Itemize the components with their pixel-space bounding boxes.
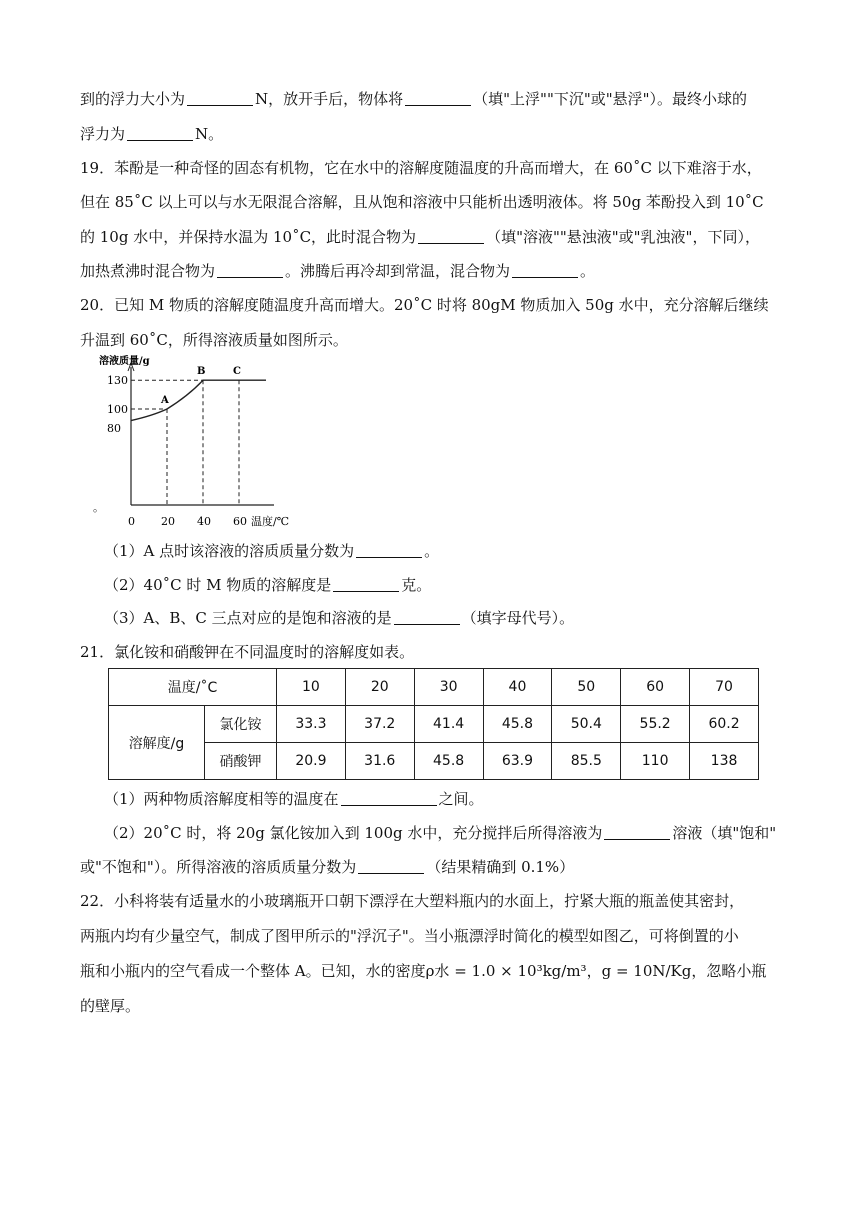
series-line (131, 380, 266, 420)
table-cell: 37.2 (345, 706, 414, 743)
header-cell: 60 (621, 669, 690, 706)
x-tick-label: 0 (128, 515, 135, 528)
q22-line-3: 瓶和小瓶内的空气看成一个整体 A。已知，水的密度ρ水 = 1.0 × 10³kg/m³，g = 10N/Kg，忽略小瓶 (80, 962, 767, 980)
row-group-label: 溶解度/g (109, 706, 205, 780)
text: 克。 (401, 576, 432, 594)
q22-line-4: 的壁厚。 (80, 997, 141, 1015)
text: N，放开手后，物体将 (255, 90, 404, 108)
y-tick-label: 80 (107, 422, 121, 436)
point-label-a: A (161, 395, 169, 406)
text: 。 (424, 542, 440, 560)
table-cell: 31.6 (345, 743, 414, 780)
x-axis-label: 温度/℃ (251, 515, 290, 528)
text: 。 (580, 262, 596, 280)
q19-line-4 (80, 260, 780, 282)
x-tick-label: 20 (161, 515, 175, 528)
answer-blank[interactable] (333, 576, 399, 592)
text: （填"溶液""悬浊液"或"乳浊液"，下同）， (486, 228, 760, 246)
q20-sub-2 (104, 574, 804, 596)
q19-line-1: 19．苯酚是一种奇怪的固态有机物，它在水中的溶解度随温度的升高而增大，在 60˚C 以下难溶于水， (80, 159, 762, 177)
text: 。沸腾后再冷却到常温，混合物为 (285, 262, 511, 280)
table-cell: 20.9 (277, 743, 346, 780)
text: 加热煮沸时混合物为 (80, 262, 216, 280)
text: （1）A 点时该溶液的溶质质量分数为 (104, 542, 355, 560)
table-cell: 63.9 (483, 743, 552, 780)
text: 到的浮力大小为 (80, 90, 186, 108)
q20-sub-1 (104, 540, 804, 562)
y-tick-label: 100 (107, 403, 128, 416)
table-cell: 110 (621, 743, 690, 780)
table-cell: 45.8 (483, 706, 552, 743)
table-row (109, 706, 759, 743)
table-row (109, 743, 759, 780)
text: 或"不饱和"）。所得溶液的溶质质量分数为 (80, 858, 357, 876)
answer-blank[interactable] (418, 228, 484, 244)
header-cell: 10 (277, 669, 346, 706)
text: （3）A、B、C 三点对应的是饱和溶液的是 (104, 609, 392, 627)
solubility-table (108, 668, 759, 780)
header-cell: 20 (345, 669, 414, 706)
text: （2）20˚C 时，将 20g 氯化铵加入到 100g 水中，充分搅拌后所得溶液为 (104, 824, 603, 842)
q22-line-2: 两瓶内均有少量空气，制成了图甲所示的"浮沉子"。当小瓶漂浮时简化的模型如图乙，可将倒置的小 (80, 927, 739, 945)
table-cell: 60.2 (690, 706, 759, 743)
text: （结果精确到 0.1%） (426, 858, 575, 876)
text: （2）40˚C 时 M 物质的溶解度是 (104, 576, 332, 594)
q20-line-2: 升温到 60˚C，所得溶液质量如图所示。 (80, 331, 348, 349)
q18-line-2 (80, 123, 780, 145)
q21-sub-2-cont (80, 856, 780, 878)
q21-sub-2 (104, 822, 804, 844)
table-cell: 55.2 (621, 706, 690, 743)
row-label: 硝酸钾 (205, 743, 277, 780)
text: （填"上浮""下沉"或"悬浮"）。最终小球的 (473, 90, 748, 108)
answer-blank[interactable] (358, 858, 424, 874)
answer-blank[interactable] (512, 262, 578, 278)
table-cell: 138 (690, 743, 759, 780)
answer-blank[interactable] (341, 790, 437, 806)
table-cell: 45.8 (414, 743, 483, 780)
q21-title: 21．氯化铵和硝酸钾在不同温度时的溶解度如表。 (80, 643, 415, 661)
row-label: 氯化铵 (205, 706, 277, 743)
table-row (109, 669, 759, 706)
answer-blank[interactable] (217, 262, 283, 278)
q21-sub-1 (104, 788, 804, 810)
y-axis-label: 溶液质量/g (99, 356, 150, 367)
text: 溶液（填"饱和" (672, 824, 777, 842)
table-cell: 50.4 (552, 706, 621, 743)
q20-sub-3 (104, 607, 804, 629)
solution-mass-chart (95, 355, 295, 530)
stray-mark: 。 (93, 501, 104, 514)
answer-blank[interactable] (604, 824, 670, 840)
q19-line-2: 但在 85˚C 以上可以与水无限混合溶解，且从饱和溶液中只能析出透明液体。将 50g 苯酚投入到 10˚C (80, 193, 764, 211)
answer-blank[interactable] (187, 90, 253, 106)
text: 的 10g 水中，并保持水温为 10˚C，此时混合物为 (80, 228, 417, 246)
table-cell: 85.5 (552, 743, 621, 780)
header-cell: 70 (690, 669, 759, 706)
header-cell: 温度/˚C (109, 669, 277, 706)
q18-line-1 (80, 88, 780, 110)
q22-line-1: 22．小科将装有适量水的小玻璃瓶开口朝下漂浮在大塑料瓶内的水面上，拧紧大瓶的瓶盖使其密封， (80, 892, 745, 910)
header-cell: 30 (414, 669, 483, 706)
q20-line-1: 20．已知 M 物质的溶解度随温度升高而增大。20˚C 时将 80gM 物质加入 50g 水中，充分溶解后继续 (80, 296, 769, 314)
answer-blank[interactable] (127, 125, 193, 141)
answer-blank[interactable] (405, 90, 471, 106)
table-cell: 33.3 (277, 706, 346, 743)
q19-line-3 (80, 226, 780, 248)
text: 之间。 (438, 790, 484, 808)
point-label-b: B (197, 366, 206, 378)
x-tick-label: 60 (233, 515, 247, 528)
table-cell: 41.4 (414, 706, 483, 743)
text: （1）两种物质溶解度相等的温度在 (104, 790, 339, 808)
answer-blank[interactable] (356, 542, 422, 558)
text: 浮力为 (80, 125, 126, 143)
text: N。 (195, 125, 224, 143)
text: （填字母代号）。 (461, 609, 575, 627)
answer-blank[interactable] (394, 609, 460, 625)
point-label-c: C (233, 366, 241, 378)
x-tick-label: 40 (197, 515, 211, 528)
y-tick-label: 130 (107, 374, 128, 388)
header-cell: 50 (552, 669, 621, 706)
header-cell: 40 (483, 669, 552, 706)
